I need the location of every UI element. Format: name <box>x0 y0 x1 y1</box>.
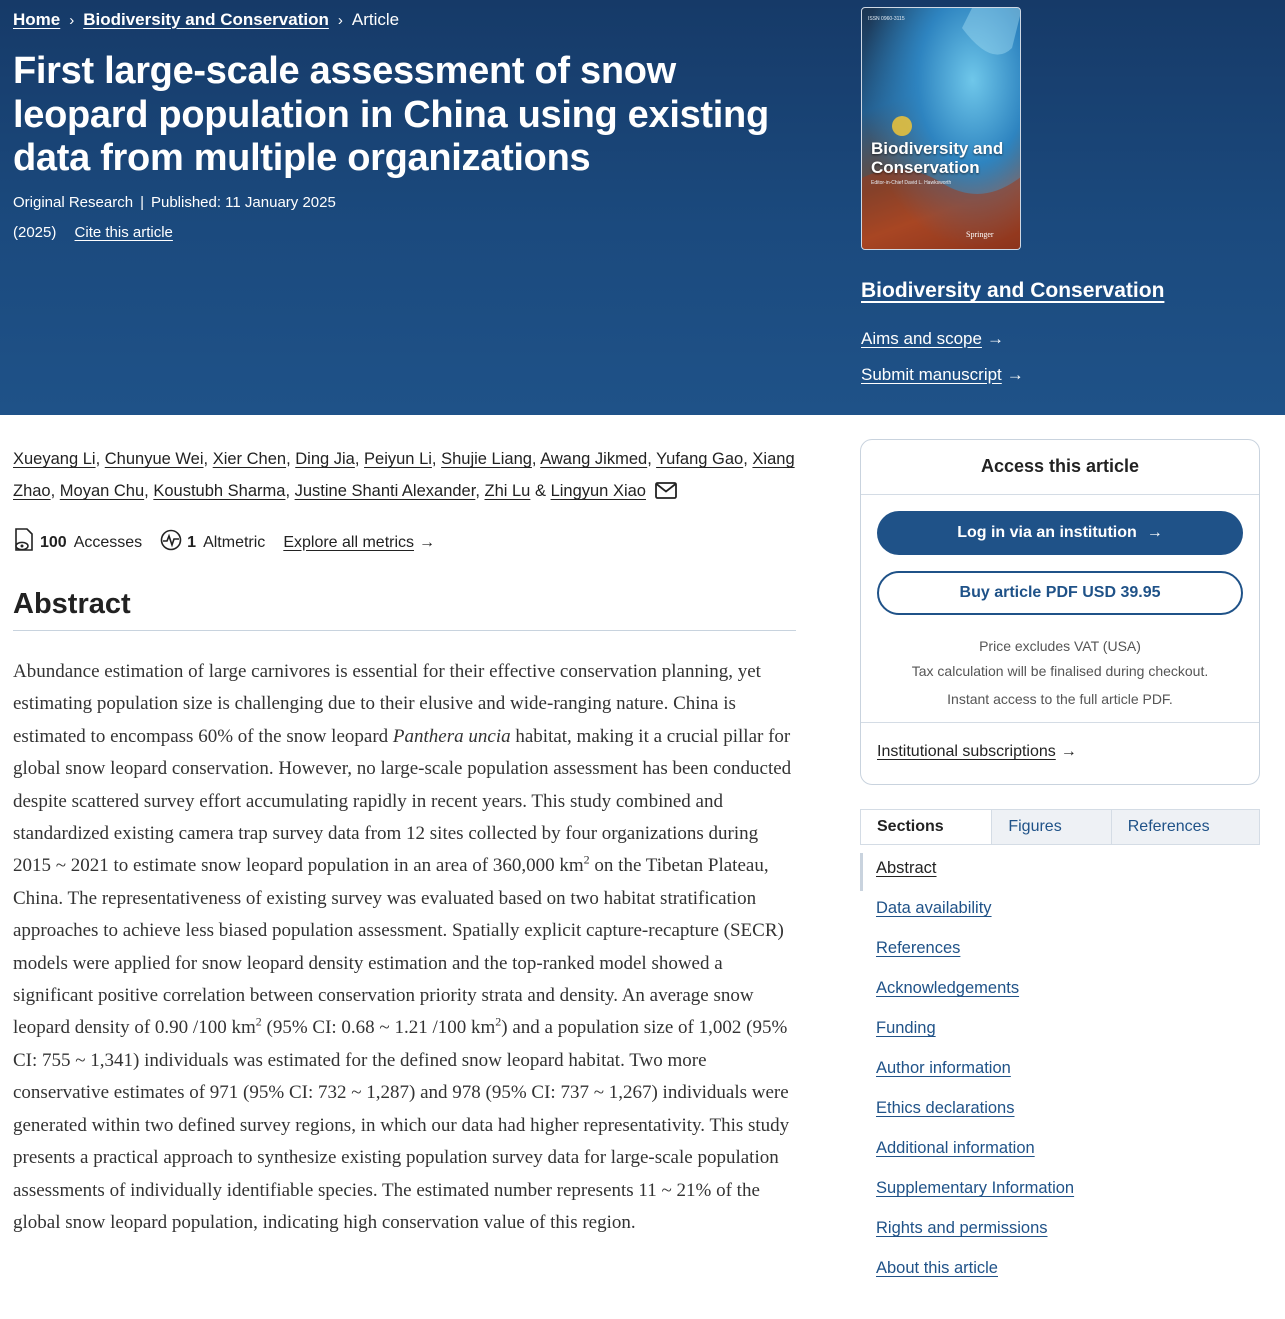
institutional-subscriptions-label: Institutional subscriptions <box>877 743 1056 760</box>
toc-item-acknowledgements[interactable] <box>876 979 1256 1019</box>
section-tabs <box>860 809 1260 845</box>
access-title: Access this article <box>980 456 1140 476</box>
author-link[interactable]: Koustubh Sharma <box>153 482 286 500</box>
arrow-right-icon: → <box>1146 524 1163 541</box>
author-link[interactable]: Yufang Gao <box>656 450 744 468</box>
toc-item-label: Additional information <box>876 1139 1035 1157</box>
altmetric-icon <box>160 529 182 556</box>
meta-divider: | <box>140 194 144 211</box>
toc-item-label: Ethics declarations <box>876 1099 1015 1117</box>
eye-document-icon <box>13 528 35 557</box>
species-name: Panthera uncia <box>392 725 511 747</box>
author-link[interactable]: Zhi Lu <box>484 482 531 500</box>
cover-title: Biodiversity and Conservation <box>871 139 1004 177</box>
toc-item-label: Funding <box>876 1019 936 1037</box>
explore-metrics-link[interactable]: Explore all metrics <box>283 533 415 551</box>
toc-item-data-availability[interactable] <box>876 899 1256 939</box>
price-note <box>861 634 1259 684</box>
toc-item-abstract[interactable] <box>876 859 1256 899</box>
abstract-text-part: Abundance estimation of large carnivores is essential for their effective conservation planning, yet estimating population size is challenging due to their elusive and wide-ranging nature. China is estimated to encompass 60% of the snow leopard <box>13 661 761 747</box>
superscript: 2 <box>255 1015 262 1030</box>
submit-manuscript-link[interactable] <box>861 365 1024 385</box>
article-meta <box>13 194 336 211</box>
access-article-panel <box>860 439 1260 785</box>
author-link[interactable]: Peiyun Li <box>364 450 432 468</box>
journal-home-link[interactable]: Biodiversity and Conservation <box>861 279 1165 302</box>
divider <box>861 494 1259 495</box>
author-link[interactable]: Xueyang Li <box>13 450 96 468</box>
toc-item-author-information[interactable] <box>876 1059 1256 1099</box>
toc-item-label: Author information <box>876 1059 1011 1077</box>
published-date: Published: 11 January 2025 <box>150 194 336 211</box>
abstract-text-part: (95% CI: 0.68 ~ 1.21 /100 km <box>261 1017 496 1039</box>
article-title: First large-scale assessment of snow leopard population in China using existing data from multiple organizations <box>13 50 769 179</box>
envelope-icon[interactable] <box>655 478 677 510</box>
toc-item-label: Abstract <box>876 859 937 877</box>
article-metrics <box>13 528 435 557</box>
buy-pdf-button[interactable]: Buy article PDF USD 39.95 <box>877 571 1243 615</box>
author-link[interactable]: Chunyue Wei <box>104 450 204 468</box>
breadcrumb-home-link[interactable]: Home <box>13 10 61 29</box>
author-link[interactable]: Justine Shanti Alexander <box>294 482 476 500</box>
abstract-text-part: habitat, making it a crucial pillar for global snow leopard conservation. However, no large-scale population assessment has been conducted despite scattered survey effort accumulating rapidly in recent years. This study combined and standardized existing camera trap survey data from 12 sites collected by four organizations during 2015 ~ 2021 to estimate snow leopard population in an area of 360,000 km <box>13 725 792 877</box>
breadcrumb <box>13 10 399 30</box>
accesses-count: 100 <box>40 533 67 551</box>
aims-and-scope-link[interactable] <box>861 329 1004 349</box>
institutional-subscriptions-link[interactable] <box>877 743 1077 761</box>
login-institution-button[interactable] <box>877 511 1243 555</box>
aims-and-scope-label: Aims and scope <box>861 329 982 348</box>
author-link[interactable]: Moyan Chu <box>59 482 145 500</box>
author-link[interactable]: Lingyun Xiao <box>550 482 646 500</box>
toc-item-ethics-declarations[interactable] <box>876 1099 1256 1139</box>
tax-note: Tax calculation will be finalised during checkout. <box>911 663 1209 679</box>
author-link[interactable]: Awang Jikmed <box>540 450 648 468</box>
abstract-text-part: ) and a population size of 1,002 (95% CI: 755 ~ 1,341) individuals was estimated for the defined snow leopard habitat. Two more conservative estimates of 971 (95% CI: 732 ~ 1,287) and 978 (95% CI: 737 ~ 1,267) individuals were generated within two defined survey regions, in which our data had higher representativity. This study presents a practical approach to synthesize existing population survey data for large-scale population assessments of individually identifiable species. The estimated number represents 11 ~ 21% of the global snow leopard population, indicating high conservation value of this region. <box>13 1017 790 1233</box>
abstract-body <box>13 656 799 1239</box>
tab-references[interactable]: References <box>1111 810 1259 844</box>
superscript: 2 <box>583 853 590 868</box>
login-institution-label: Log in via an institution <box>957 524 1137 541</box>
toc-item-label: Rights and permissions <box>876 1219 1048 1237</box>
abstract-divider <box>13 630 796 631</box>
author-link[interactable]: Xier Chen <box>212 450 287 468</box>
author-link[interactable]: Xiang Zhao <box>13 450 795 500</box>
price-vat-note: Price excludes VAT (USA) <box>979 638 1141 654</box>
toc-item-label: References <box>876 939 961 957</box>
toc-item-label: About this article <box>876 1259 998 1277</box>
altmetric-label: Altmetric <box>203 533 266 551</box>
toc-item-label: Data availability <box>876 899 992 917</box>
superscript: 2 <box>495 1015 502 1030</box>
article-header <box>0 0 1285 415</box>
breadcrumb-current: Article <box>351 10 400 29</box>
toc-item-about-this-article[interactable] <box>876 1259 1256 1299</box>
article-citation-meta <box>13 224 173 241</box>
accesses-label: Accesses <box>73 533 143 551</box>
article-year: (2025) <box>13 224 57 241</box>
toc-active-indicator <box>860 853 863 891</box>
toc-item-references[interactable] <box>876 939 1256 979</box>
cover-issn: ISSN 0960-3115 <box>868 16 905 22</box>
tab-sections[interactable]: Sections <box>861 810 991 844</box>
abstract-text-part: on the Tibetan Plateau, China. The representativeness of existing survey was evaluated based on two habitat stratification approaches to achieve less biased population assessment. Spatially explicit capture-recapture (SECR) models were applied for snow leopard density estimation and the top-ranked model showed a significant positive correlation between conservation priority strata and density. An average snow leopard density of 0.90 /100 km <box>13 855 784 1039</box>
arrow-right-icon: → <box>986 329 1004 348</box>
breadcrumb-journal-link[interactable]: Biodiversity and Conservation <box>83 10 329 29</box>
cite-article-link[interactable]: Cite this article <box>74 224 173 241</box>
author-list: Xueyang Li, Chunyue Wei, Xier Chen, Ding Jia, Peiyun Li, Shujie Liang, Awang Jikmed, Yufang Gao, Xiang Zhao, Moyan Chu, Koustubh Sharma, Justine Shanti Alexander, Zhi Lu & Lingyun Xiao <box>13 443 803 510</box>
toc-item-label: Supplementary Information <box>876 1179 1075 1197</box>
submit-manuscript-label: Submit manuscript <box>861 365 1002 384</box>
abstract-heading: Abstract <box>13 588 131 620</box>
divider <box>861 722 1259 723</box>
arrow-right-icon: → <box>419 533 436 551</box>
sections-list <box>876 859 1256 1299</box>
tab-figures[interactable]: Figures <box>991 810 1110 844</box>
toc-item-additional-information[interactable] <box>876 1139 1256 1179</box>
toc-item-supplementary-information[interactable] <box>876 1179 1256 1219</box>
cover-publisher-logo: Springer <box>966 230 994 239</box>
cover-artwork <box>862 8 1021 250</box>
altmetric-count: 1 <box>187 533 197 551</box>
cover-editor: Editor-in-Chief David L. Hawksworth <box>871 180 952 186</box>
arrow-right-icon: → <box>1060 743 1077 760</box>
toc-item-label: Acknowledgements <box>876 979 1020 997</box>
author-link[interactable]: Shujie Liang <box>441 450 532 468</box>
chevron-right-icon: › <box>69 11 75 29</box>
article-type: Original Research <box>13 194 134 211</box>
toc-item-rights-and-permissions[interactable] <box>876 1219 1256 1259</box>
instant-access-note: Instant access to the full article PDF. <box>947 691 1173 707</box>
journal-cover-image[interactable] <box>861 7 1021 250</box>
toc-item-funding[interactable] <box>876 1019 1256 1059</box>
arrow-right-icon: → <box>1006 365 1024 384</box>
author-link[interactable]: Ding Jia <box>295 450 355 468</box>
authors-joiner: & <box>534 482 546 500</box>
chevron-right-icon: › <box>337 11 343 29</box>
